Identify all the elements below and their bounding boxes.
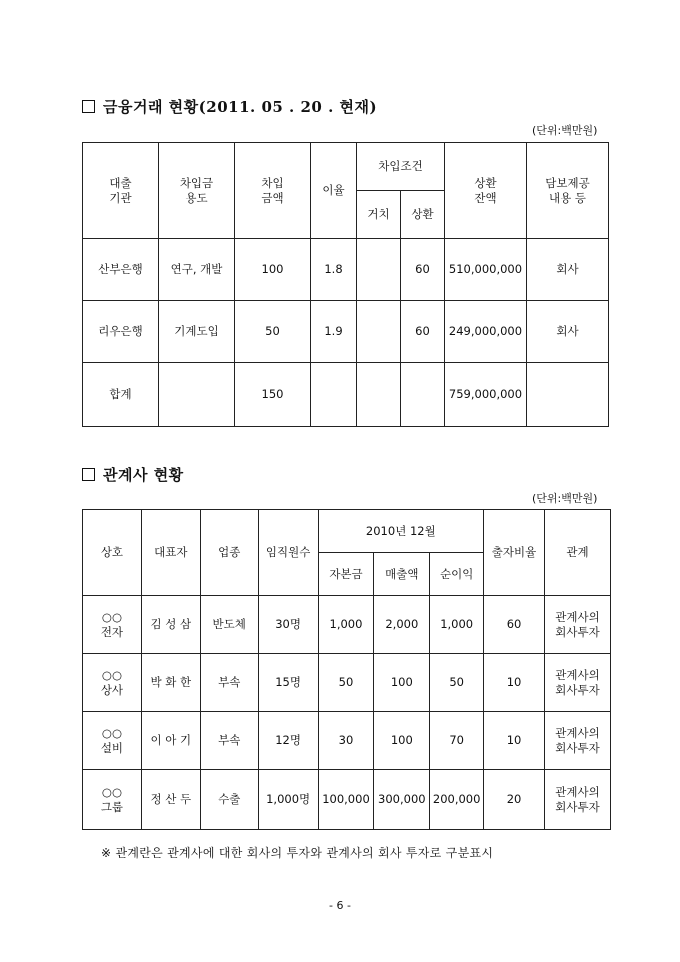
- header-purpose: 차입금 용도: [159, 143, 235, 239]
- cell-grace: [357, 239, 401, 301]
- cell-industry: 부속: [200, 712, 258, 770]
- section2-title: [82, 464, 184, 485]
- cell-empty: [159, 363, 235, 427]
- cell-ceo: 김 성 삼: [141, 596, 200, 654]
- cell-employees: 1,000명: [258, 770, 318, 830]
- cell-balance: 510,000,000: [445, 239, 527, 301]
- financial-transactions-table: [82, 142, 609, 427]
- cell-industry: 부속: [200, 654, 258, 712]
- cell-interest: 1.9: [311, 301, 357, 363]
- table-row: [83, 301, 609, 363]
- cell-employees: 30명: [258, 596, 318, 654]
- cell-name: ○○ 상사: [83, 654, 142, 712]
- cell-lender: 산부은행: [83, 239, 159, 301]
- square-bullet-icon: [82, 468, 95, 481]
- cell-total-balance: 759,000,000: [445, 363, 527, 427]
- cell-grace: [357, 301, 401, 363]
- header-balance: 상환 잔액: [445, 143, 527, 239]
- header-conditions: 차입조건: [357, 143, 445, 191]
- cell-relation: 관계사의 회사투자: [544, 712, 610, 770]
- table-row: [83, 239, 609, 301]
- table-row: [83, 770, 611, 830]
- cell-purpose: 기계도입: [159, 301, 235, 363]
- section1-unit: (단위:백만원): [532, 124, 598, 137]
- cell-name: ○○ 그룹: [83, 770, 142, 830]
- cell-industry: 반도체: [200, 596, 258, 654]
- cell-profit: 50: [430, 654, 484, 712]
- cell-relation: 관계사의 회사투자: [544, 596, 610, 654]
- cell-ratio: 10: [484, 712, 545, 770]
- cell-ratio: 60: [484, 596, 545, 654]
- cell-collateral: 회사: [527, 301, 609, 363]
- cell-total-label: 합계: [83, 363, 159, 427]
- cell-capital: 30: [318, 712, 374, 770]
- cell-repay: 60: [401, 239, 445, 301]
- cell-capital: 1,000: [318, 596, 374, 654]
- header-grace: 거치: [357, 191, 401, 239]
- cell-collateral: 회사: [527, 239, 609, 301]
- cell-employees: 15명: [258, 654, 318, 712]
- cell-ratio: 10: [484, 654, 545, 712]
- affiliates-table: [82, 509, 611, 830]
- cell-amount: 50: [235, 301, 311, 363]
- cell-empty: [401, 363, 445, 427]
- header-relation: 관계: [544, 510, 610, 596]
- cell-purpose: 연구, 개발: [159, 239, 235, 301]
- header-collateral: 담보제공 내용 등: [527, 143, 609, 239]
- cell-sales: 100: [374, 654, 430, 712]
- header-repay: 상환: [401, 191, 445, 239]
- cell-ceo: 박 화 한: [141, 654, 200, 712]
- section1-title-text: 금융거래 현황(2011. 05 . 20 . 현재): [103, 98, 378, 116]
- table-row: [83, 654, 611, 712]
- cell-industry: 수출: [200, 770, 258, 830]
- header-lender: 대출 기관: [83, 143, 159, 239]
- cell-sales: 300,000: [374, 770, 430, 830]
- cell-empty: [311, 363, 357, 427]
- cell-profit: 70: [430, 712, 484, 770]
- header-ratio: 출자비율: [484, 510, 545, 596]
- cell-capital: 100,000: [318, 770, 374, 830]
- header-capital: 자본금: [318, 553, 374, 596]
- cell-sales: 2,000: [374, 596, 430, 654]
- cell-ceo: 이 아 기: [141, 712, 200, 770]
- total-row: [83, 363, 609, 427]
- header-period: 2010년 12월: [318, 510, 484, 553]
- header-industry: 업종: [200, 510, 258, 596]
- cell-name: ○○ 전자: [83, 596, 142, 654]
- cell-empty: [527, 363, 609, 427]
- table-row: [83, 712, 611, 770]
- table-row: [83, 596, 611, 654]
- header-profit: 순이익: [430, 553, 484, 596]
- cell-sales: 100: [374, 712, 430, 770]
- cell-lender: 리우은행: [83, 301, 159, 363]
- cell-profit: 200,000: [430, 770, 484, 830]
- cell-ratio: 20: [484, 770, 545, 830]
- cell-total-amount: 150: [235, 363, 311, 427]
- page-number: - 6 -: [329, 899, 351, 912]
- cell-balance: 249,000,000: [445, 301, 527, 363]
- cell-empty: [357, 363, 401, 427]
- header-amount: 차입 금액: [235, 143, 311, 239]
- header-interest: 이율: [311, 143, 357, 239]
- header-ceo: 대표자: [141, 510, 200, 596]
- header-sales: 매출액: [374, 553, 430, 596]
- header-name: 상호: [83, 510, 142, 596]
- cell-ceo: 정 산 두: [141, 770, 200, 830]
- cell-relation: 관계사의 회사투자: [544, 654, 610, 712]
- section2-unit: (단위:백만원): [532, 492, 598, 505]
- cell-amount: 100: [235, 239, 311, 301]
- cell-capital: 50: [318, 654, 374, 712]
- cell-employees: 12명: [258, 712, 318, 770]
- cell-name: ○○ 설비: [83, 712, 142, 770]
- square-bullet-icon: [82, 100, 95, 113]
- cell-interest: 1.8: [311, 239, 357, 301]
- header-employees: 임직원수: [258, 510, 318, 596]
- section1-title: [82, 96, 377, 117]
- cell-repay: 60: [401, 301, 445, 363]
- section2-title-text: 관계사 현황: [103, 466, 184, 484]
- cell-relation: 관계사의 회사투자: [544, 770, 610, 830]
- cell-profit: 1,000: [430, 596, 484, 654]
- footnote: ※ 관계란은 관계사에 대한 회사의 투자와 관계사의 회사 투자로 구분표시: [101, 846, 494, 860]
